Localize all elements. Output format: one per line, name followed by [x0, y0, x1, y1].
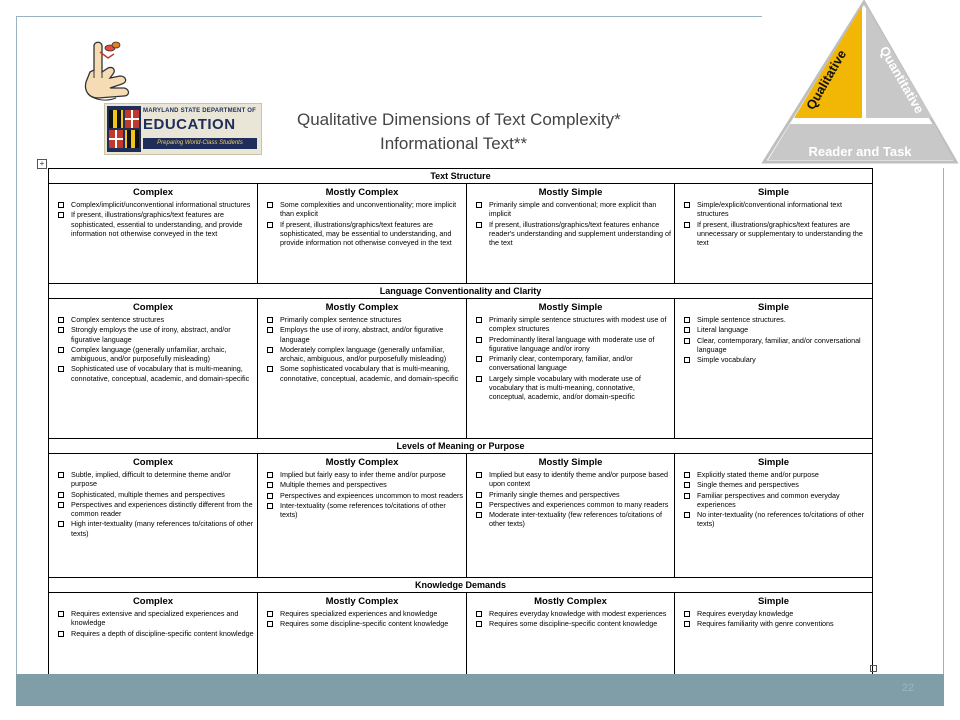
- slide-top-border: [16, 16, 762, 17]
- complexity-level-heading: Mostly Complex: [325, 596, 399, 607]
- criteria-list: [678, 315, 869, 364]
- criteria-list: [52, 470, 254, 538]
- criteria-item: Predominantly literal language with moderate use of figurative language and/or irony: [470, 335, 671, 354]
- criteria-item: Primarily simple and conventional; more explicit than implicit: [470, 200, 671, 219]
- page-number: 22: [901, 682, 914, 694]
- criteria-item: Implied but easy to identify theme and/or purpose based upon context: [470, 470, 671, 489]
- criteria-item: Requires everyday knowledge with modest experiences: [470, 609, 671, 618]
- criteria-item: If present, illustrations/graphics/text features are sophisticated, essential to understanding, and provide information not otherwise conveyed in the text: [52, 210, 254, 238]
- complexity-level-heading: Simple: [757, 187, 790, 198]
- criteria-item: Requires familiarity with genre conventions: [678, 619, 869, 628]
- section-content-row: [49, 593, 873, 678]
- complexity-level-cell: [675, 299, 873, 439]
- section-content-row: [49, 184, 873, 284]
- criteria-item: Requires some discipline-specific content knowledge: [261, 619, 463, 628]
- text-complexity-rubric: [48, 168, 873, 678]
- section-title: Language Conventionality and Clarity: [49, 284, 873, 299]
- criteria-list: [261, 200, 463, 247]
- criteria-item: If present, illustrations/graphics/text features are unnecessary or supplementary to understanding the text: [678, 220, 869, 248]
- criteria-item: If present, illustrations/graphics/text features are sophisticated, may be essential to understanding, and provide information not otherwise conveyed in the text: [261, 220, 463, 248]
- criteria-item: Multiple themes and perspectives: [261, 480, 463, 489]
- criteria-item: Subtle, implied, difficult to determine theme and/or purpose: [52, 470, 254, 489]
- complexity-level-cell: [467, 454, 675, 578]
- criteria-list: [470, 609, 671, 629]
- criteria-item: Requires a depth of discipline-specific content knowledge: [52, 629, 254, 638]
- criteria-item: Moderate inter-textuality (few references to/citations of other texts): [470, 510, 671, 529]
- complexity-level-heading: Complex: [132, 596, 174, 607]
- section-header-row: [49, 169, 873, 184]
- criteria-item: Perspectives and experiences common to many readers: [470, 500, 671, 509]
- pointing-hand-icon: [80, 38, 140, 104]
- criteria-item: High inter-textuality (many references to/citations of other texts): [52, 519, 254, 538]
- criteria-item: Perspectives and expieences uncommon to most readers: [261, 491, 463, 500]
- criteria-list: [470, 470, 671, 529]
- complexity-level-heading: Complex: [132, 457, 174, 468]
- slide-left-border: [16, 16, 17, 676]
- criteria-item: Primarily single themes and perspectives: [470, 490, 671, 499]
- section-content-row: [49, 299, 873, 439]
- criteria-item: Literal language: [678, 325, 869, 334]
- section-title: Knowledge Demands: [49, 578, 873, 593]
- criteria-item: Complex/implicit/unconventional informational structures: [52, 200, 254, 209]
- complexity-level-cell: [49, 593, 258, 678]
- complexity-level-heading: Mostly Complex: [325, 302, 399, 313]
- criteria-list: [678, 609, 869, 629]
- criteria-item: Strongly employs the use of irony, abstract, and/or figurative language: [52, 325, 254, 344]
- complexity-level-heading: Mostly Complex: [534, 596, 607, 607]
- criteria-item: Single themes and perspectives: [678, 480, 869, 489]
- criteria-item: Requires some discipline-specific content knowledge: [470, 619, 671, 628]
- criteria-item: No inter-textuality (no references to/citations of other texts): [678, 510, 869, 529]
- reader-task-label: Reader and Task: [808, 144, 912, 159]
- criteria-item: Largely simple vocabulary with moderate use of vocabulary that is multi-meaning, connotative, conceptual, academic, and/or domain-specific: [470, 374, 671, 402]
- criteria-list: [52, 315, 254, 383]
- criteria-item: If present, illustrations/graphics/text features enhance reader's understanding and supplement understanding of the text: [470, 220, 671, 248]
- section-title: Text Structure: [49, 169, 873, 184]
- criteria-item: Some complexities and unconventionality; more implicit than explicit: [261, 200, 463, 219]
- section-title: Levels of Meaning or Purpose: [49, 439, 873, 454]
- complexity-level-cell: [467, 184, 675, 284]
- criteria-item: Perspectives and experiences distinctly different from the common reader: [52, 500, 254, 519]
- page-title: Qualitative Dimensions of Text Complexity*: [297, 110, 621, 129]
- table-resize-handle[interactable]: [870, 665, 877, 672]
- complexity-level-heading: Simple: [757, 457, 790, 468]
- complexity-level-heading: Mostly Complex: [325, 187, 399, 198]
- logo-main-text: EDUCATION: [143, 116, 236, 133]
- complexity-level-cell: [675, 184, 873, 284]
- complexity-level-cell: [258, 299, 467, 439]
- table-move-handle[interactable]: +: [37, 159, 47, 169]
- slide-footer-bar: [16, 674, 944, 706]
- quantitative-label: Quantitative: [876, 43, 928, 117]
- section-header-row: [49, 439, 873, 454]
- complexity-level-cell: [258, 184, 467, 284]
- complexity-level-heading: Mostly Simple: [538, 457, 603, 468]
- criteria-list: [678, 470, 869, 529]
- criteria-item: Explicitly stated theme and/or purpose: [678, 470, 869, 479]
- criteria-list: [261, 470, 463, 519]
- criteria-item: Inter-textuality (some references to/citations of other texts): [261, 501, 463, 520]
- criteria-item: Requires everyday knowledge: [678, 609, 869, 618]
- complexity-level-heading: Complex: [132, 187, 174, 198]
- qualitative-label: Qualitative: [802, 47, 850, 113]
- criteria-item: Simple/explicit/conventional informational text structures: [678, 200, 869, 219]
- criteria-item: Moderately complex language (generally unfamiliar, archaic, ambiguous, and/or purposefully misleading): [261, 345, 463, 364]
- criteria-list: [678, 200, 869, 247]
- criteria-item: Simple sentence structures.: [678, 315, 869, 324]
- criteria-list: [470, 200, 671, 247]
- page-subtitle: Informational Text**: [380, 134, 528, 153]
- criteria-item: Primarily complex sentence structures: [261, 315, 463, 324]
- complexity-level-heading: Complex: [132, 302, 174, 313]
- criteria-item: Familiar perspectives and common everyday experiences: [678, 491, 869, 510]
- criteria-item: Sophisticated use of vocabulary that is multi-meaning, connotative, conceptual, academic, and domain-specific: [52, 364, 254, 383]
- section-header-row: [49, 284, 873, 299]
- complexity-level-heading: Simple: [757, 596, 790, 607]
- criteria-item: Sophisticated, multiple themes and perspectives: [52, 490, 254, 499]
- criteria-list: [470, 315, 671, 402]
- criteria-list: [261, 315, 463, 383]
- complexity-level-cell: [258, 593, 467, 678]
- criteria-item: Simple vocabulary: [678, 355, 869, 364]
- criteria-item: Primarily simple sentence structures with modest use of complex structures: [470, 315, 671, 334]
- complexity-level-cell: [258, 454, 467, 578]
- criteria-list: [261, 609, 463, 629]
- complexity-level-cell: [675, 593, 873, 678]
- criteria-item: Primarily clear, contemporary, familiar, and/or conversational language: [470, 354, 671, 373]
- section-header-row: [49, 578, 873, 593]
- criteria-item: Some sophisticated vocabulary that is multi-meaning, connotative, conceptual, academic, and domain-specific: [261, 364, 463, 383]
- criteria-item: Requires specialized experiences and knowledge: [261, 609, 463, 618]
- complexity-level-heading: Simple: [757, 302, 790, 313]
- logo-top-text: MARYLAND STATE DEPARTMENT OF: [143, 108, 257, 114]
- complexity-level-cell: [49, 299, 258, 439]
- complexity-level-heading: Mostly Complex: [325, 457, 399, 468]
- section-content-row: [49, 454, 873, 578]
- criteria-item: Complex sentence structures: [52, 315, 254, 324]
- complexity-level-cell: [467, 593, 675, 678]
- criteria-item: Employs the use of irony, abstract, and/or figurative language: [261, 325, 463, 344]
- logo-subtitle: Preparing World-Class Students: [143, 138, 257, 149]
- maryland-flag-icon: [107, 106, 141, 152]
- slide-right-border: [943, 168, 944, 678]
- criteria-item: Implied but fairly easy to infer theme and/or purpose: [261, 470, 463, 479]
- criteria-item: Requires extensive and specialized experiences and knowledge: [52, 609, 254, 628]
- criteria-item: Clear, contemporary, familiar, and/or conversational language: [678, 336, 869, 355]
- complexity-level-heading: Mostly Simple: [538, 302, 603, 313]
- complexity-level-cell: [675, 454, 873, 578]
- criteria-list: [52, 609, 254, 638]
- complexity-level-cell: [49, 184, 258, 284]
- msde-logo: [104, 103, 262, 155]
- criteria-list: [52, 200, 254, 238]
- complexity-level-cell: [467, 299, 675, 439]
- complexity-level-cell: [49, 454, 258, 578]
- criteria-item: Complex language (generally unfamiliar, archaic, ambiguous, and/or purposefully misleading): [52, 345, 254, 364]
- text-complexity-triangle: [760, 0, 960, 165]
- complexity-level-heading: Mostly Simple: [538, 187, 603, 198]
